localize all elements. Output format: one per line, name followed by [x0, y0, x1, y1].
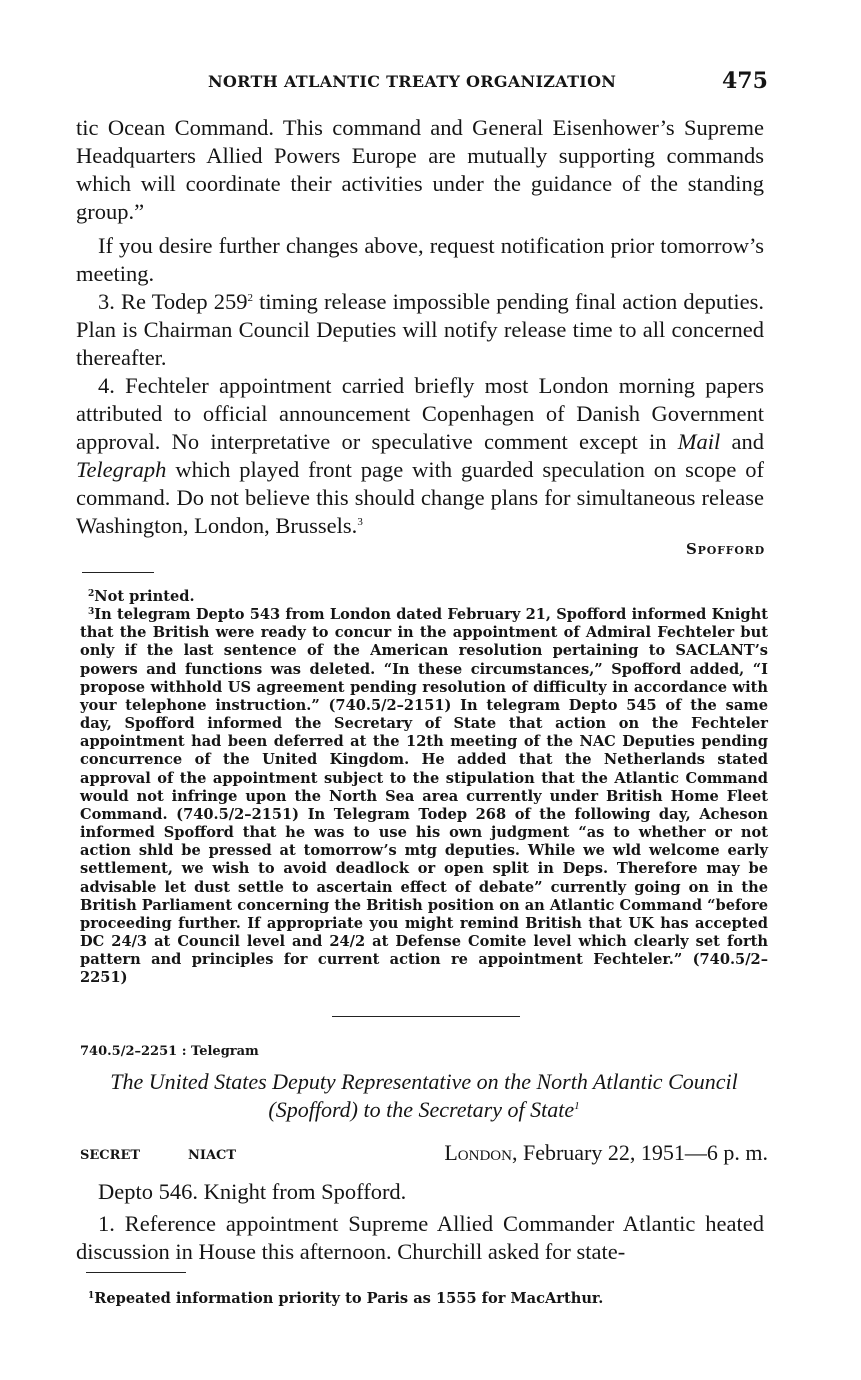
bottom-footnote [80, 1290, 768, 1308]
dateline-date: , February 22, 1951—6 p. m. [511, 1140, 768, 1165]
footnotes [80, 588, 768, 987]
footnote-2-mark: 2 [88, 589, 95, 599]
paragraph-4-rest: which played front page with guarded speculation on scope of command. Do not believe this should change plans for simultaneous release Washington, London, Brussels. [76, 457, 764, 538]
footnote-ref-3[interactable]: 3 [357, 516, 363, 528]
page-number: 475 [722, 68, 768, 94]
paragraph-4-lead: 4. Fechteler appointment carried briefly most London morning papers attributed to official announcement Copenhagen of Danish Government approval. No interpretative or speculative comment except in [76, 373, 764, 454]
paragraph-3 [76, 288, 764, 372]
footnote-3-mark: 3 [88, 607, 95, 618]
telegram-text [76, 1178, 764, 1266]
newspaper-telegraph: Telegraph [76, 457, 167, 482]
telegram-paragraph-1: 1. Reference appointment Supreme Allied Commander Atlantic heated discussion in House this afternoon. Churchill asked for state- [76, 1211, 764, 1264]
signature: Spofford [686, 540, 765, 558]
footnote-rule [82, 572, 154, 573]
paragraph-further-changes: If you desire further changes above, request notification prior tomorrow’s meeting. [76, 233, 764, 286]
paragraph-4-and: and [720, 429, 764, 454]
paragraph-3-rest: timing release impossible pending final action deputies. Plan is Chairman Council Deputies will notify release time to all concerned thereafter. [76, 289, 764, 370]
document-title [80, 1068, 768, 1124]
paragraph-4 [76, 372, 764, 540]
section-divider [332, 1016, 520, 1017]
document-title-text: The United States Deputy Representative on the North Atlantic Council (Spofford) to the Secretary of State [110, 1069, 738, 1122]
main-text [76, 114, 764, 540]
footnote-ref-2[interactable]: 2 [247, 292, 254, 304]
footnote-3-text: In telegram Depto 543 from London dated February 21, Spofford informed Knight that the British were ready to concur in the appointment of Admiral Fechteler but only if the last sentence of the American resolution pertaining to SACLANT’s powers and functions was deleted. “In these circumstances,” Spofford added, “I propose withhold US agreement pending resolution of difficulty in accordance with your telephone instruction.” (740.5/2–2151) In telegram Depto 545 of the same day, Spofford informed the Secretary of State that action on the Fechteler appointment had been deferred at the 12th meeting of the NAC Deputies pending concurrence of the United Kingdom. He added that the Netherlands stated approval of the appointment subject to the stipulation that the Atlantic Command would not infringe upon the North Sea area currently under British Home Fleet Command. (740.5/2–2151) In Telegram Todep 268 of the following day, Acheson informed Spofford that he was to use his own judgment “as to whether or not action shld be pressed at tomorrow’s mtg deputies. While we wld welcome early settlement, we wish to avoid deadlock or open split in Deps. Therefore may be advisable let dust settle to ascertain effect of debate” currently going on in the British Parliament concerning the British position on an Atlantic Command “before proceeding further. If appropriate you might remind British that UK has accepted DC 24/3 at Council level and 24/2 at Defense Comite level which clearly set forth pattern and principles for current action re appointment Fechteler.” (740.5/2–2251) [80, 606, 768, 987]
dateline-row [80, 1140, 768, 1168]
dateline [444, 1140, 768, 1166]
footnote-3 [80, 606, 768, 987]
footnote-1 [80, 1290, 768, 1308]
footnote-ref-1[interactable]: 1 [574, 1100, 580, 1112]
footnote-1-mark: 1 [88, 1291, 95, 1301]
telegram-opening: Depto 546. Knight from Spofford. [98, 1179, 407, 1204]
dateline-place: London [444, 1140, 512, 1165]
newspaper-mail: Mail [677, 429, 721, 454]
file-reference: 740.5/2–2251 : Telegram [80, 1044, 259, 1059]
footnote-2-text: Not printed. [94, 588, 195, 605]
footnote-1-text: Repeated information priority to Paris as 1555 for MacArthur. [94, 1290, 604, 1307]
precedence-label: NIACT [188, 1148, 237, 1163]
running-head-title: NORTH ATLANTIC TREATY ORGANIZATION [208, 72, 617, 91]
bottom-footnote-rule [86, 1272, 186, 1273]
paragraph-continuation: tic Ocean Command. This command and General Eisenhower’s Supreme Headquarters Allied Powers Europe are mutually supporting commands which will coordinate their activities under the guidance of the standing group.” [76, 115, 764, 224]
classification-label: SECRET [80, 1148, 141, 1163]
footnote-2 [80, 588, 768, 606]
paragraph-3-lead: 3. Re Todep 259 [98, 289, 248, 314]
